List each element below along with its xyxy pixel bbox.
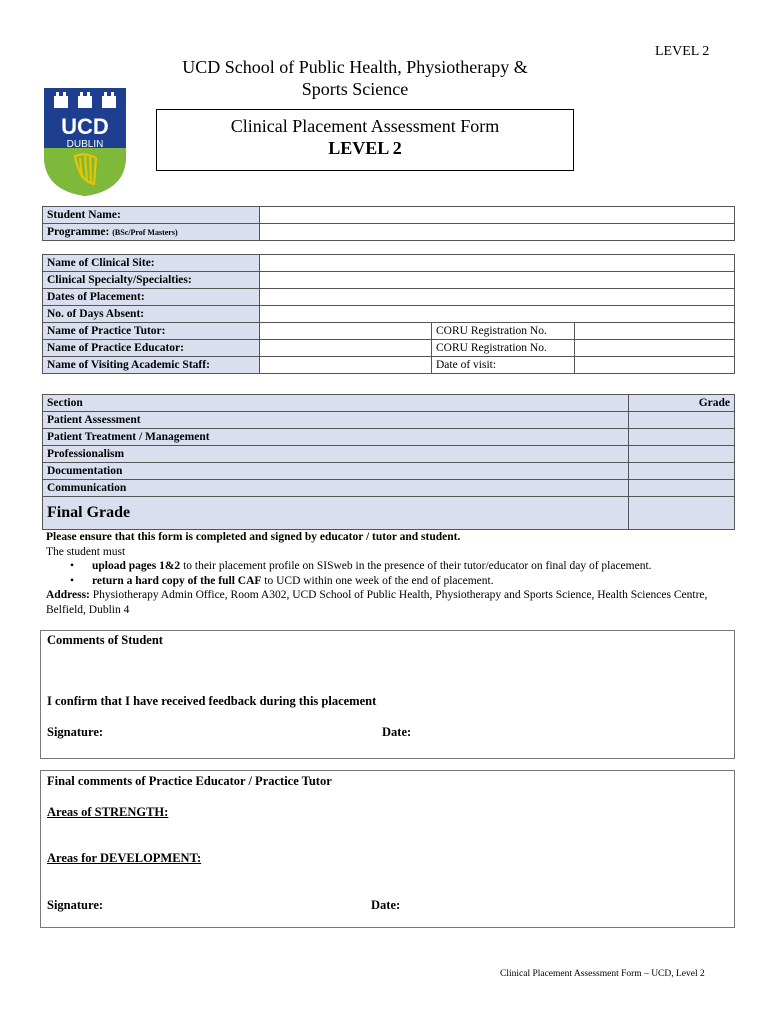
feedback-confirmation: I confirm that I have received feedback during this placement [47, 694, 377, 708]
visit-date-field[interactable] [575, 357, 735, 374]
clinical-site-label: Name of Clinical Site: [43, 255, 260, 272]
final-grade-field[interactable] [629, 497, 735, 530]
school-title [150, 56, 560, 100]
page-level-label: LEVEL 2 [655, 44, 710, 59]
grade-field[interactable] [629, 463, 735, 480]
grade-field[interactable] [629, 480, 735, 497]
specialty-field[interactable] [260, 272, 735, 289]
return-instruction-bold: return a hard copy of the full CAF [92, 574, 262, 587]
student-date-label: Date: [382, 725, 412, 739]
instructions [46, 530, 736, 617]
address [46, 588, 736, 617]
specialty-label: Clinical Specialty/Specialties: [43, 272, 260, 289]
student-signature-label: Signature: [47, 725, 104, 739]
programme-field[interactable] [260, 224, 735, 241]
logo-dublin-text: DUBLIN [66, 139, 104, 150]
dates-label: Dates of Placement: [43, 289, 260, 306]
form-level: LEVEL 2 [328, 138, 402, 158]
student-comments-box[interactable] [40, 630, 735, 759]
school-title-line2: Sports Science [301, 79, 409, 99]
days-absent-label: No. of Days Absent: [43, 306, 260, 323]
ucd-logo [42, 86, 128, 198]
final-grade-label: Final Grade [43, 497, 629, 530]
practice-tutor-label: Name of Practice Tutor: [43, 323, 260, 340]
address-text: Physiotherapy Admin Office, Room A302, UCD School of Public Health, Physiotherapy and Sports Science, Health Sciences Centre, Belfield, Dublin 4 [46, 589, 708, 616]
visiting-staff-label: Name of Visiting Academic Staff: [43, 357, 260, 374]
section-header: Section [43, 395, 629, 412]
practice-educator-label: Name of Practice Educator: [43, 340, 260, 357]
visit-date-label: Date of visit: [432, 357, 575, 374]
page-footer: Clinical Placement Assessment Form – UCD, Level 2 [500, 969, 705, 979]
dates-field[interactable] [260, 289, 735, 306]
student-must-note: The student must [46, 545, 126, 558]
student-name-label: Student Name: [43, 207, 260, 224]
strength-label: Areas of STRENGTH: [47, 805, 169, 819]
upload-instruction-text: to their placement profile on SISweb in the presence of their tutor/educator on final day of placement. [180, 560, 652, 572]
educator-date-label: Date: [371, 898, 401, 912]
practice-educator-field[interactable] [260, 340, 432, 357]
form-title-box [156, 109, 574, 171]
educator-comments-box[interactable] [40, 770, 735, 928]
section-row-label: Communication [43, 480, 629, 497]
section-row-label: Patient Assessment [43, 412, 629, 429]
development-label: Areas for DEVELOPMENT: [47, 851, 202, 865]
instruction-list [46, 559, 736, 588]
upload-instruction-bold: upload pages 1&2 [92, 560, 181, 572]
coru-tutor-label: CORU Registration No. [432, 323, 575, 340]
grade-header: Grade [629, 395, 735, 412]
address-label: Address: [46, 589, 90, 601]
coru-tutor-field[interactable] [575, 323, 735, 340]
ensure-note: Please ensure that this form is completed and signed by educator / tutor and student. [46, 531, 461, 543]
coru-educator-label: CORU Registration No. [432, 340, 575, 357]
list-item [92, 559, 736, 574]
days-absent-field[interactable] [260, 306, 735, 323]
return-instruction-text: to UCD within one week of the end of placement. [261, 574, 494, 587]
grade-field[interactable] [629, 429, 735, 446]
coru-educator-field[interactable] [575, 340, 735, 357]
student-name-field[interactable] [260, 207, 735, 224]
student-comments-title: Comments of Student [47, 633, 163, 647]
programme-cell [43, 224, 260, 241]
form-title: Clinical Placement Assessment Form [230, 116, 500, 136]
educator-comments-title: Final comments of Practice Educator / Practice Tutor [47, 774, 332, 788]
logo-ucd-text: UCD [61, 114, 109, 139]
section-row-label: Documentation [43, 463, 629, 480]
student-table [42, 206, 735, 241]
grade-field[interactable] [629, 412, 735, 429]
school-title-line1: UCD School of Public Health, Physiotherapy & [182, 57, 528, 77]
programme-note: (BSc/Prof Masters) [112, 228, 178, 237]
list-item [92, 574, 736, 589]
grade-table [42, 394, 735, 530]
grade-field[interactable] [629, 446, 735, 463]
educator-signature-label: Signature: [47, 898, 104, 912]
clinical-site-field[interactable] [260, 255, 735, 272]
placement-table [42, 254, 735, 374]
practice-tutor-field[interactable] [260, 323, 432, 340]
programme-label: Programme: [47, 226, 110, 238]
section-row-label: Patient Treatment / Management [43, 429, 629, 446]
visiting-staff-field[interactable] [260, 357, 432, 374]
section-row-label: Professionalism [43, 446, 629, 463]
